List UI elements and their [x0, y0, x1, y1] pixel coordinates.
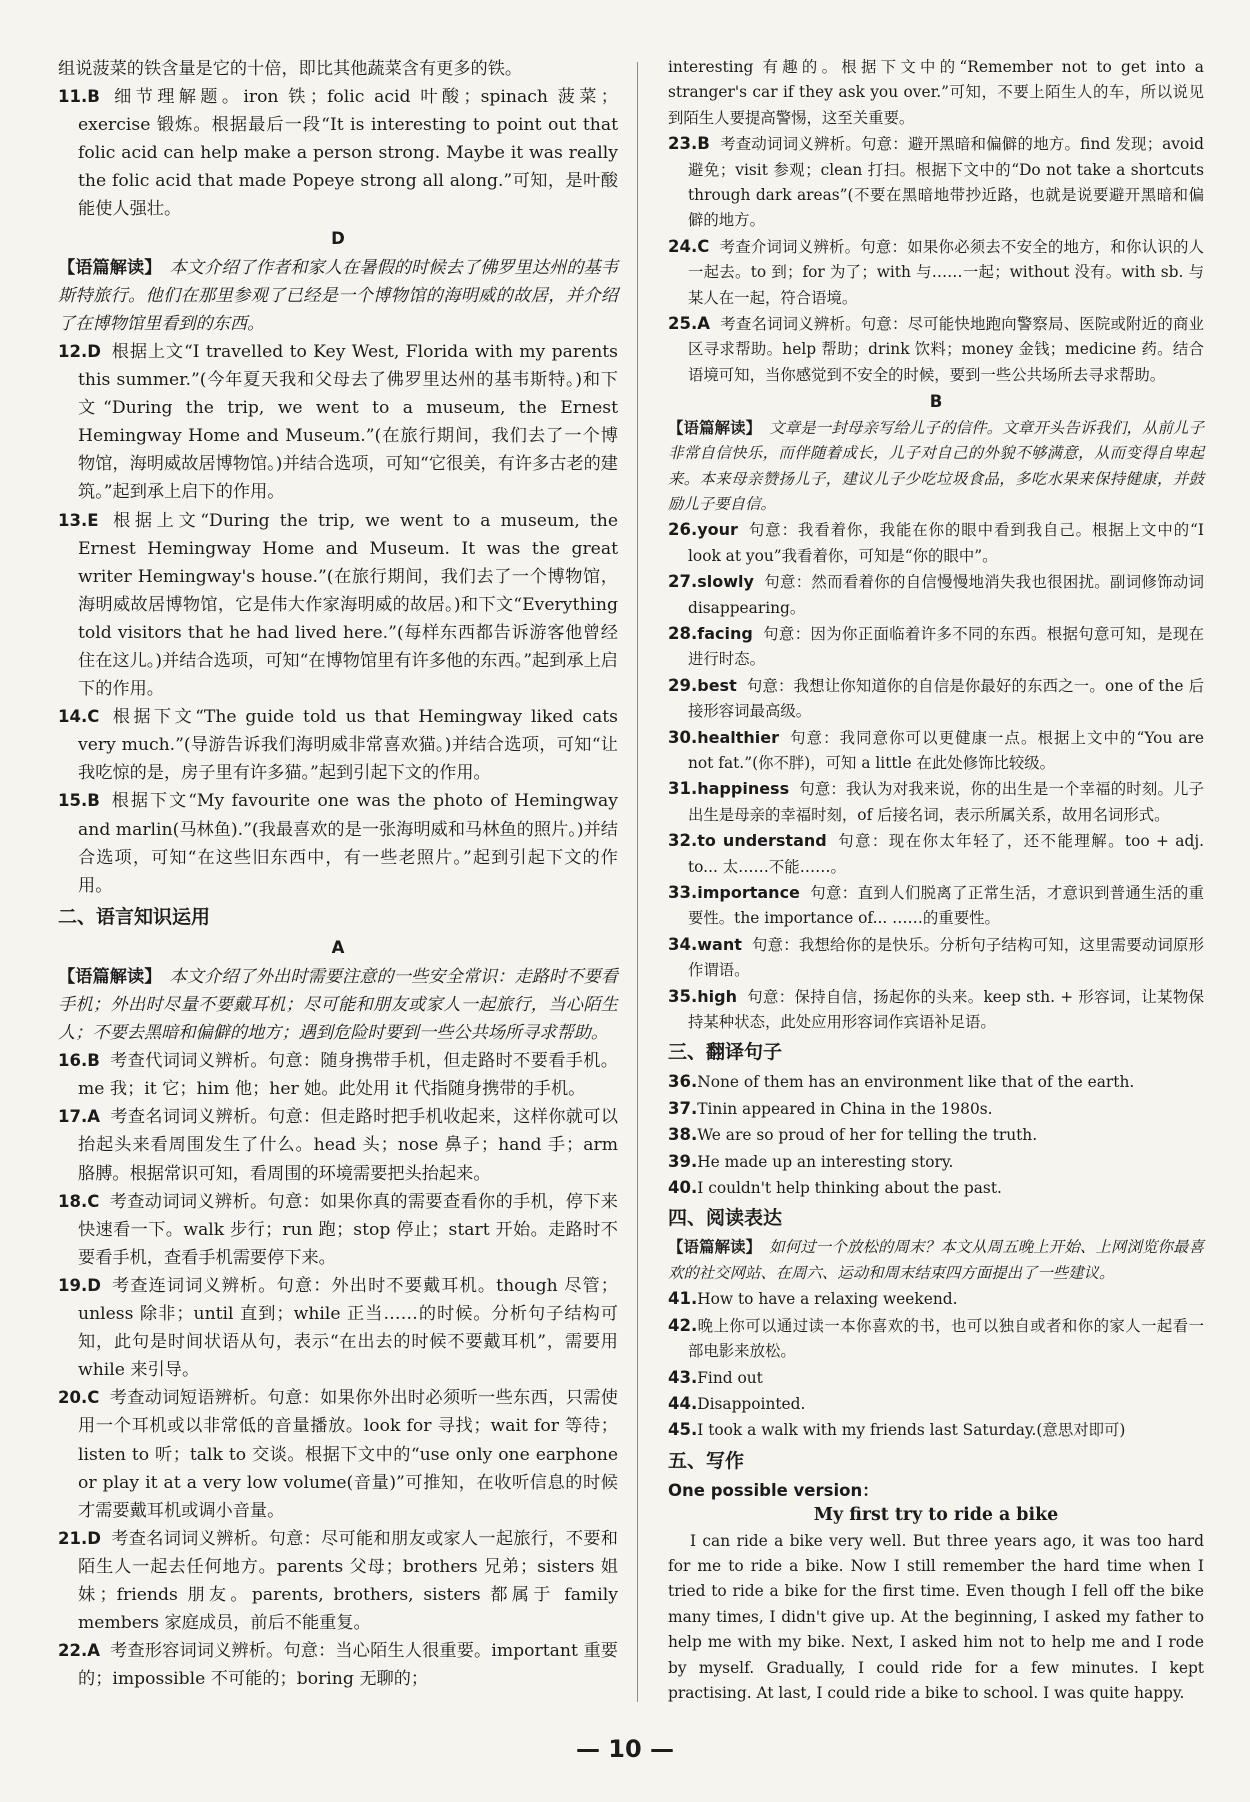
answer-text: He made up an interesting story.	[697, 1152, 954, 1171]
answer-item	[58, 83, 618, 223]
question-number: 19.	[58, 1275, 88, 1295]
question-number: 41.	[668, 1289, 698, 1309]
explanation-text: 句意：我想让你知道你的自信是你最好的东西之一。one of the 后接形容词最高级。	[688, 676, 1204, 721]
question-number: 18.	[58, 1191, 88, 1211]
answer-word: your	[697, 520, 738, 540]
passage-letter: D	[331, 228, 345, 248]
question-number: 12.	[58, 341, 88, 361]
answer-text: Disappointed.	[697, 1394, 806, 1413]
section-heading: 五、写作	[668, 1449, 745, 1472]
summary-tag: 【语篇解读】	[668, 418, 762, 437]
question-number: 44.	[668, 1393, 698, 1413]
answer-letter: C	[87, 1388, 100, 1408]
answer-word: slowly	[697, 572, 754, 592]
answer-item	[668, 1391, 1204, 1417]
answer-item	[58, 507, 618, 704]
summary-text: 如何过一个放松的周末？本文从周五晚上开始、上网浏览你最喜欢的社交网站、在周六、运动和周末结束四方面提出了一些建议。	[668, 1238, 1204, 1282]
answer-item	[668, 569, 1204, 621]
question-number: 20.	[58, 1388, 88, 1408]
question-number: 38.	[668, 1125, 698, 1145]
question-number: 37.	[668, 1098, 698, 1118]
answer-letter: B	[697, 134, 710, 154]
answer-item	[668, 776, 1204, 828]
answer-text: 晚上你可以通过读一本你喜欢的书，也可以独自或者和你的家人一起看一部电影来放松。	[688, 1316, 1204, 1361]
explanation-text: 考查动词词义辨析。句意：避开黑暗和偏僻的地方。find 发现；avoid 避免；visit 参观；clean 打扫。根据下文中的“Do not take a shortcuts through dark areas”(不要在黑暗地带抄近路，也就是说要避开黑暗和偏僻的地方。	[688, 135, 1204, 230]
section-heading: 四、阅读表达	[668, 1207, 783, 1230]
essay-body: I can ride a bike very well. But three years ago, it was too hard for me to ride a bike. Now I still remember the hard time when I tried to ride a bike for the first time. Even though I fell off the bike many times, I didn't give up. At the beginning, I asked my father to help me with my bike. Next, I asked him not to help me and I rode by myself. Gradually, I could ride for a few minutes. I kept practising. At last, I could ride a bike to school. I was quite happy.	[668, 1531, 1204, 1702]
continued-text: 组说菠菜的铁含量是它的十倍，即比其他蔬菜含有更多的铁。	[58, 59, 523, 79]
question-number: 21.	[58, 1528, 88, 1548]
explanation-text: 句意：我认为对我来说，你的出生是一个幸福的时刻。儿子出生是母亲的幸福时刻，of 后接名词，表示所属关系，故用名词形式。	[688, 780, 1204, 824]
answer-item	[668, 880, 1204, 932]
answer-item	[58, 1103, 618, 1187]
explanation-text: 句意：保持自信，扬起你的头来。keep sth. + 形容词，让某物保持某种状态，此处应用形容词作宾语补足语。	[688, 987, 1204, 1032]
question-number: 32.	[668, 831, 698, 851]
question-number: 39.	[668, 1151, 698, 1171]
explanation-text: 考查代词词义辨析。句意：随身携带手机，但走路时不要看手机。me 我；it 它；him 他；her 她。此处用 it 代指随身携带的手机。	[78, 1051, 618, 1100]
explanation-text: 根据下文“My favourite one was the photo of Hemingway and marlin(马林鱼).”(我最喜欢的是一张海明威和马林鱼的照片。)并结合选项，可知“在这些旧东西中，有一些老照片。”起到引起下文的作用。	[78, 791, 618, 896]
question-number: 34.	[668, 934, 698, 954]
question-number: 13.	[58, 510, 88, 530]
passage-summary	[668, 1235, 1204, 1286]
answer-item	[668, 828, 1204, 880]
continued-text: interesting 有趣的。根据下文中的“Remember not to get into a stranger's car if they ask you over.”可知，不要上陌生人的车，所以说见到陌生人要提高警惕，这至关重要。	[668, 58, 1204, 127]
question-number: 33.	[668, 883, 698, 902]
explanation-text: 考查名词词义辨析。句意：尽可能快地跑向警察局、医院或附近的商业区寻求帮助。help 帮助；drink 饮料；money 金钱；medicine 药。结合语境可知，当你感觉到不安全的时候，要到一些公共场所去寻求帮助。	[688, 315, 1204, 384]
answer-letter: A	[697, 314, 711, 334]
explanation-text: 根据上文“During the trip, we went to a museum, the Ernest Hemingway Home and Museum. It was the great writer Hemingway's house.”(在旅行期间，我们去了一个博物馆，海明威故居博物馆，它是伟大作家海明威的故居。)和下文“Everything told visitors that he had lived here.”(每样东西都告诉游客他曾经住在这儿。)并结合选项，可知“在博物馆里有许多他的东西。”起到承上启下的作用。	[78, 510, 618, 700]
question-number: 43.	[668, 1367, 698, 1387]
essay-title: My first try to ride a bike	[813, 1505, 1059, 1526]
answer-letter: A	[87, 1107, 101, 1127]
section-heading: 二、语言知识运用	[58, 905, 211, 928]
answer-letter: E	[87, 510, 99, 530]
question-number: 36.	[668, 1072, 698, 1092]
explanation-text: 根据上文“I travelled to Key West, Florida with my parents this summer.”(今年夏天我和父母去了佛罗里达州的基韦斯特。)和下文“During the trip, we went to a museum, the Ernest Hemingway Home and Museum.”(在旅行期间，我们去了一个博物馆，海明威故居博物馆。)并结合选项，可知“它很美，有许多古老的建筑。”起到承上启下的作用。	[78, 341, 618, 503]
answer-item	[58, 338, 618, 507]
question-number: 24.	[668, 236, 698, 256]
question-number: 30.	[668, 727, 698, 747]
answer-item	[668, 131, 1204, 234]
answer-item	[668, 725, 1204, 777]
explanation-text: 考查动词短语辨析。句意：如果你外出时必须听一些东西，只需使用一个耳机或以非常低的音量播放。look for 寻找；wait for 等待；listen to 听；talk to 交谈。根据下文中的“use only one earphone or play it at a very low volume(音量)”可推知，在收听信息的时候才需要戴耳机或调小音量。	[78, 1388, 618, 1521]
passage-summary	[668, 416, 1204, 518]
answer-item	[668, 1313, 1204, 1365]
explanation-text: 句意：我看着你，我能在你的眼中看到我自己。根据上文中的“I look at you”我看着你，可知是“你的眼中”。	[688, 521, 1204, 565]
question-number: 11.	[58, 87, 88, 107]
answer-item	[668, 932, 1204, 984]
column-divider	[637, 62, 638, 1702]
question-number: 23.	[668, 134, 698, 154]
answer-text: I took a walk with my friends last Saturday.(意思对即可)	[697, 1421, 1126, 1440]
passage-summary	[58, 254, 618, 338]
question-number: 42.	[668, 1315, 698, 1335]
answer-item	[668, 984, 1204, 1036]
answer-word: to understand	[697, 831, 827, 851]
answer-item	[668, 311, 1204, 388]
answer-word: want	[697, 934, 742, 954]
answer-item	[58, 787, 618, 899]
answer-item	[668, 1286, 1204, 1312]
answer-item	[668, 1417, 1204, 1443]
answer-item	[58, 1188, 618, 1272]
question-number: 45.	[668, 1420, 698, 1440]
answer-item	[58, 1637, 618, 1693]
answer-letter: D	[87, 341, 101, 361]
answer-word: healthier	[697, 727, 780, 747]
summary-tag: 【语篇解读】	[58, 257, 162, 278]
question-number: 17.	[58, 1107, 88, 1127]
question-number: 31.	[668, 779, 698, 799]
answer-item	[668, 1069, 1204, 1095]
question-number: 14.	[58, 707, 88, 727]
summary-tag: 【语篇解读】	[58, 966, 162, 987]
explanation-text: 句意：然而看着你的自信慢慢地消失我也很困扰。副词修饰动词 disappearing。	[688, 573, 1204, 617]
question-number: 28.	[668, 623, 698, 643]
explanation-text: 细节理解题。iron 铁；folic acid 叶酸；spinach 菠菜；exercise 锻炼。根据最后一段“It is interesting to point out that folic acid can help make a person strong. Maybe it was really the folic acid that made Popeye strong all along.”可知，是叶酸能使人强壮。	[78, 87, 618, 220]
question-number: 15.	[58, 791, 88, 811]
passage-letter: B	[929, 392, 943, 412]
answer-item	[668, 1096, 1204, 1122]
section-heading: 三、翻译句子	[668, 1041, 783, 1064]
summary-text: 本文介绍了外出时需要注意的一些安全常识：走路时不要看手机；外出时尽量不要戴耳机；尽可能和朋友或家人一起旅行，当心陌生人；不要去黑暗和偏僻的地方；遇到危险时要到一些公共场所寻求帮助。	[58, 966, 618, 1044]
question-number: 22.	[58, 1641, 88, 1661]
answer-word: importance	[697, 883, 800, 902]
answer-item	[58, 1047, 618, 1103]
answer-item	[668, 1122, 1204, 1148]
answer-word: high	[697, 986, 737, 1006]
answer-item	[58, 1384, 618, 1524]
passage-letter: A	[331, 937, 345, 957]
explanation-text: 考查名词词义辨析。句意：尽可能和朋友或家人一起旅行，不要和陌生人一起去任何地方。parents 父母；brothers 兄弟；sisters 姐妹；friends 朋友。parents, brothers, sisters 都属于 family members 家庭成员，前后不能重复。	[78, 1528, 618, 1634]
answer-letter: B	[87, 791, 100, 811]
answer-item	[668, 673, 1204, 725]
question-number: 25.	[668, 314, 698, 334]
answer-item	[668, 517, 1204, 569]
answer-item	[668, 1175, 1204, 1201]
answer-letter: C	[87, 707, 100, 727]
answer-text: None of them has an environment like that of the earth.	[697, 1073, 1135, 1092]
answer-item	[668, 621, 1204, 673]
explanation-text: 考查动词词义辨析。句意：如果你真的需要查看你的手机，停下来快速看一下。walk 步行；run 跑；stop 停止；start 开始。走路时不要看手机，查看手机需要停下来。	[78, 1191, 618, 1268]
question-number: 35.	[668, 986, 698, 1006]
answer-word: happiness	[697, 779, 790, 799]
explanation-text: 句意：我同意你可以更健康一点。根据上文中的“You are not fat.”(你不胖)，可知 a little 在此处修饰比较级。	[688, 728, 1204, 772]
explanation-text: 句意：现在你太年轻了，还不能理解。too + adj. to... 太……不能……。	[688, 832, 1205, 876]
right-column	[668, 55, 1204, 1706]
answer-item	[58, 1272, 618, 1384]
answer-letter: A	[87, 1641, 101, 1661]
sample-label: One possible version：	[668, 1480, 879, 1500]
answer-item	[58, 1525, 618, 1637]
answer-letter: C	[87, 1191, 100, 1211]
passage-summary	[58, 963, 618, 1047]
question-number: 27.	[668, 572, 698, 592]
answer-item	[58, 703, 618, 787]
left-column	[58, 55, 618, 1693]
answer-item	[668, 234, 1204, 311]
answer-word: best	[697, 675, 737, 695]
summary-text: 本文介绍了作者和家人在暑假的时候去了佛罗里达州的基韦斯特旅行。他们在那里参观了已经是一个博物馆的海明威的故居，并介绍了在博物馆里看到的东西。	[58, 257, 618, 334]
summary-text: 文章是一封母亲写给儿子的信件。文章开头告诉我们，从前儿子非常自信快乐，而伴随着成长，儿子对自己的外貌不够满意，从而变得自卑起来。本来母亲赞扬儿子，建议儿子少吃垃圾食品，多吃水果来保持健康，并鼓励儿子要自信。	[668, 418, 1204, 513]
question-number: 26.	[668, 520, 698, 540]
answer-letter: C	[697, 236, 710, 256]
answer-item	[668, 1149, 1204, 1175]
answer-word: facing	[697, 623, 753, 643]
page-number: — 10 —	[575, 1735, 675, 1763]
answer-text: I couldn't help thinking about the past.	[697, 1179, 1002, 1198]
answer-letter: B	[87, 87, 100, 107]
question-number: 16.	[58, 1051, 88, 1071]
answer-item	[668, 1365, 1204, 1391]
explanation-text: 考查介词词义辨析。句意：如果你必须去不安全的地方，和你认识的人一起去。to 到；for 为了；with 与……一起；without 没有。with sb. 与某人在一起，符合语境。	[688, 237, 1204, 307]
answer-text: We are so proud of her for telling the truth.	[697, 1126, 1038, 1145]
explanation-text: 考查形容词词义辨析。句意：当心陌生人很重要。important 重要的；impossible 不可能的；boring 无聊的；	[78, 1641, 618, 1690]
answer-text: Tinin appeared in China in the 1980s.	[697, 1099, 993, 1118]
answer-text: Find out	[697, 1368, 763, 1387]
summary-tag: 【语篇解读】	[668, 1238, 762, 1257]
explanation-text: 句意：因为你正面临着许多不同的东西。根据句意可知，是现在进行时态。	[688, 624, 1204, 669]
answer-letter: D	[87, 1528, 101, 1548]
explanation-text: 句意：直到人们脱离了正常生活，才意识到普通生活的重要性。the importance of... ……的重要性。	[688, 884, 1204, 928]
explanation-text: 句意：我想给你的是快乐。分析句子结构可知，这里需要动词原形作谓语。	[688, 935, 1204, 980]
explanation-text: 考查连词词义辨析。句意：外出时不要戴耳机。though 尽管；unless 除非；until 直到；while 正当……的时候。分析句子结构可知，此句是时间状语从句，表示“在出去的时候不要戴耳机”，需要用 while 来引导。	[78, 1275, 618, 1381]
answer-letter: B	[87, 1051, 100, 1071]
explanation-text: 考查名词词义辨析。句意：但走路时把手机收起来，这样你就可以抬起头来看周围发生了什么。head 头；nose 鼻子；hand 手；arm 胳膊。根据常识可知，看周围的环境需要把头抬起来。	[78, 1107, 618, 1184]
answer-letter: D	[87, 1275, 101, 1295]
answer-text: How to have a relaxing weekend.	[697, 1290, 958, 1309]
explanation-text: 根据下文“The guide told us that Hemingway liked cats very much.”(导游告诉我们海明威非常喜欢猫。)并结合选项，可知“让我吃惊的是，房子里有许多猫。”起到引起下文的作用。	[78, 707, 618, 784]
question-number: 29.	[668, 675, 698, 695]
question-number: 40.	[668, 1178, 698, 1198]
